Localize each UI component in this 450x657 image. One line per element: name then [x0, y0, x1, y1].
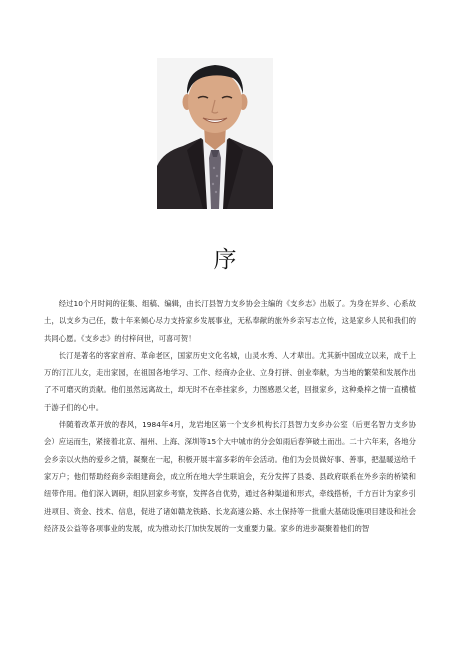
paragraph-3: 伴随着改革开放的春风，1984年4月，龙岩地区第一个支乡机构长汀县智力支乡办公室（后更名智力支乡协会）应运而生，紧接着北京、福州、上海、深圳等15个大中城市的分会如雨后春笋破土而出。二十六年来，各地分会乡亲以火热的爱乡之情，凝聚在一起，积极开展丰富多彩的年会活动。他们为会员做好事、善事，把温暖送给千家万户；他们帮助经商乡亲组建商会，成立所在地大学生联谊会，充分发挥了县委、县政府联系在外乡亲的桥梁和纽带作用。他们深入调研，组队回家乡考察，发挥各自优势，通过各种渠道和形式，牵线搭桥，千方百计为家乡引进项目、资金、技术、信息，促进了诸如赣龙铁路、长龙高速公路、水土保持等一批重大基础设施项目建设和社会经济及公益等各项事业的发展，成为推动长汀加快发展的一支重要力量。家乡的进步凝聚着他们的智 [44, 420, 416, 533]
author-portrait [157, 58, 273, 209]
author-portrait-photo-icon [157, 58, 273, 209]
paragraph-1: 经过10个月时间的征集、组稿、编辑，由长汀县智力支乡协会主编的《支乡志》出版了。为身在异乡、心系故土，以支乡为己任，数十年来倾心尽力支持家乡发展事业，无私奉献的旅外乡亲写志立传，这是家乡人民和我们的共同心愿。《支乡志》的付梓问世，可喜可贺！ [44, 299, 416, 343]
preface-body [44, 295, 416, 537]
preface-heading: 序 [213, 247, 237, 273]
paragraph-2: 长汀是著名的客家首府、革命老区，国家历史文化名城，山灵水秀、人才辈出。尤其新中国成立以来，成千上万的汀江儿女，走出家园，在祖国各地学习、工作、经商办企业、立身打拼、创业奉献，为当地的繁荣和发展作出了不可磨灭的贡献。他们虽然远离故土，却无时不在牵挂家乡，力图感恩父老，回报家乡，这种桑梓之情一直横植于游子们的心中。 [44, 350, 416, 412]
